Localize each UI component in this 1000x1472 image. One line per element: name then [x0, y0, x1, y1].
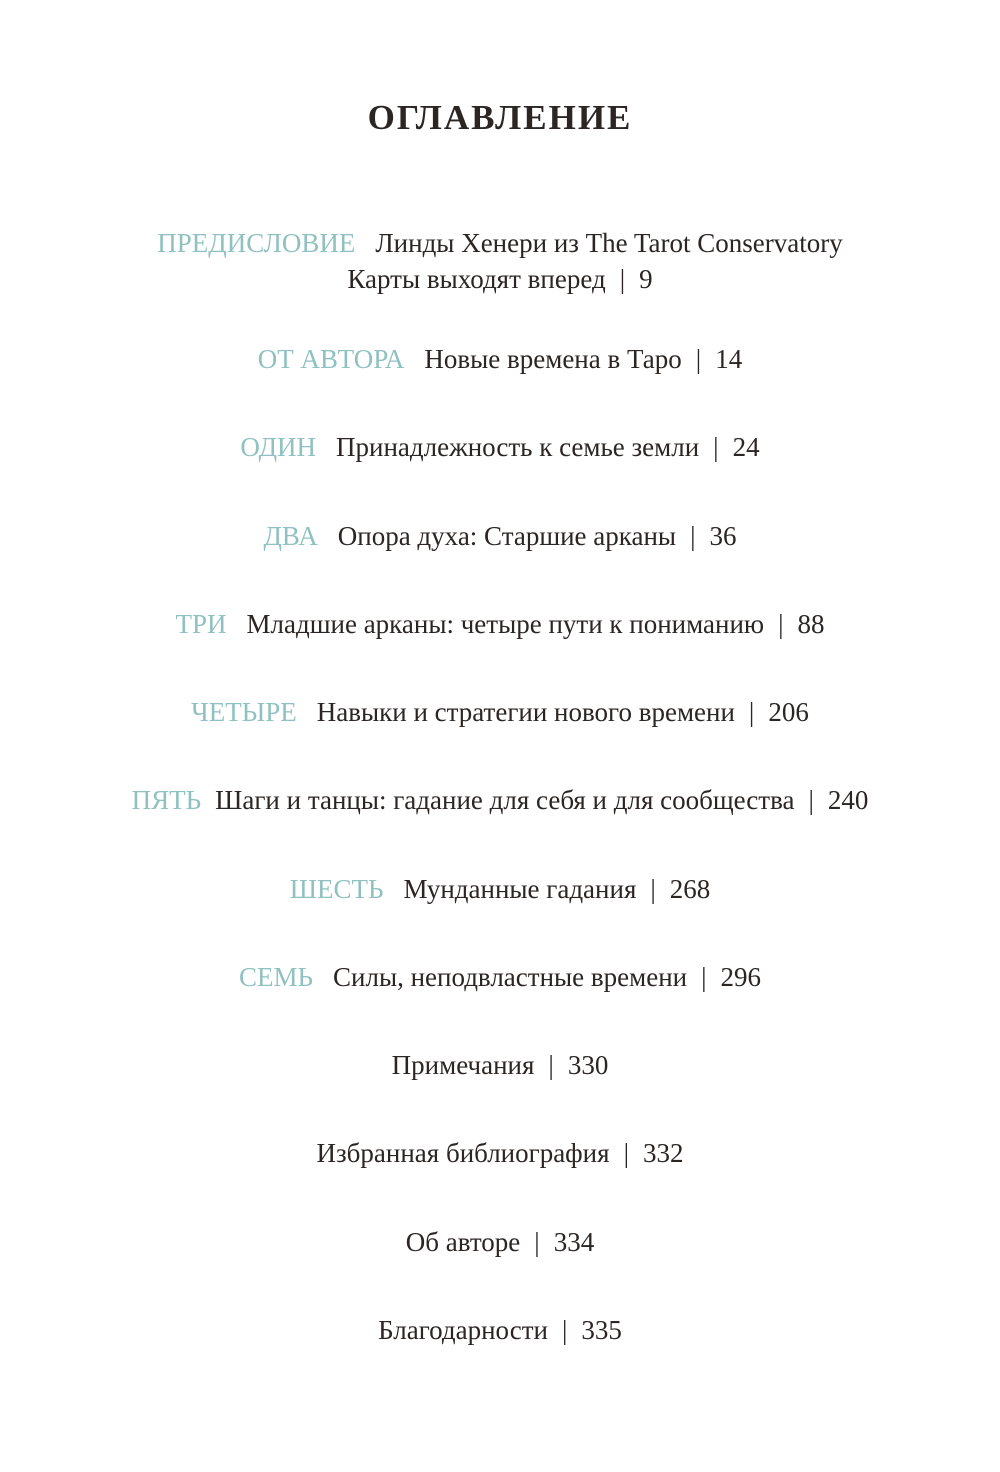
toc-label: ПЯТЬ — [131, 785, 202, 815]
toc-page: 330 — [567, 1050, 609, 1080]
separator: | — [701, 962, 707, 992]
toc-label: СЕМЬ — [239, 962, 314, 992]
separator: | — [808, 785, 814, 815]
toc-page: 206 — [768, 697, 809, 727]
toc-page: 240 — [827, 785, 869, 815]
separator: | — [548, 1050, 554, 1080]
toc-title: Силы, неподвластные времени — [333, 962, 688, 992]
toc-title: Об авторе — [405, 1227, 521, 1257]
toc-title: Шаги и танцы: гадание для себя и для сообщества — [215, 785, 795, 815]
separator: | — [748, 697, 755, 727]
toc-back-matter[interactable] — [0, 1047, 1000, 1083]
toc-entry-preface[interactable] — [0, 225, 1000, 297]
separator: | — [695, 344, 702, 374]
toc-entry[interactable] — [0, 959, 1000, 995]
toc-page: 296 — [720, 962, 761, 992]
toc-title: Карты выходят вперед — [347, 264, 606, 294]
separator: | — [713, 432, 719, 462]
toc-title: Опора духа: Старшие арканы — [337, 521, 677, 551]
toc-page: 334 — [553, 1227, 595, 1257]
toc-page: 88 — [797, 609, 825, 639]
toc-entry[interactable] — [0, 606, 1000, 642]
separator: | — [778, 609, 784, 639]
toc-entry[interactable] — [0, 782, 1000, 818]
toc-back-matter[interactable] — [0, 1312, 1000, 1348]
toc-entry[interactable] — [0, 429, 1000, 465]
separator: | — [561, 1315, 568, 1345]
separator: | — [534, 1227, 540, 1257]
toc-title: Избранная библиография — [316, 1138, 610, 1168]
separator: | — [619, 264, 626, 294]
separator: | — [690, 521, 696, 551]
toc-title: Навыки и стратегии нового времени — [316, 697, 735, 727]
toc-page: 14 — [715, 344, 743, 374]
toc-label: ЧЕТЫРЕ — [191, 697, 297, 727]
toc-title: Мунданные гадания — [403, 874, 637, 904]
separator: | — [650, 874, 656, 904]
toc-page: 24 — [732, 432, 760, 462]
toc-back-matter[interactable] — [0, 1224, 1000, 1260]
toc-title: Младшие арканы: четыре пути к пониманию — [246, 609, 765, 639]
toc-label: ШЕСТЬ — [289, 874, 384, 904]
toc-entry[interactable] — [0, 341, 1000, 377]
toc-title: Новые времена в Таро — [424, 344, 682, 374]
toc-label: ОТ АВТОРА — [257, 344, 405, 374]
toc-page: 268 — [669, 874, 711, 904]
toc-page: 332 — [642, 1138, 684, 1168]
toc-back-matter[interactable] — [0, 1135, 1000, 1171]
toc-title: Линды Хенери из The Tarot Conservatory — [375, 228, 843, 258]
toc-label: ОДИН — [240, 432, 316, 462]
page-title: ОГЛАВЛЕНИЕ — [367, 98, 633, 137]
toc-label: ДВА — [263, 521, 318, 551]
toc-title: Примечания — [391, 1050, 535, 1080]
toc-title: Принадлежность к семье земли — [336, 432, 700, 462]
toc-page: 9 — [639, 264, 653, 294]
toc-entry[interactable] — [0, 518, 1000, 554]
toc-page: 36 — [709, 521, 737, 551]
toc-entry[interactable] — [0, 694, 1000, 730]
toc-label: ПРЕДИСЛОВИЕ — [157, 228, 356, 258]
toc-label: ТРИ — [175, 609, 227, 639]
toc-page: 335 — [581, 1315, 622, 1345]
separator: | — [623, 1138, 629, 1168]
toc-entry[interactable] — [0, 871, 1000, 907]
toc-title: Благодарности — [378, 1315, 548, 1345]
